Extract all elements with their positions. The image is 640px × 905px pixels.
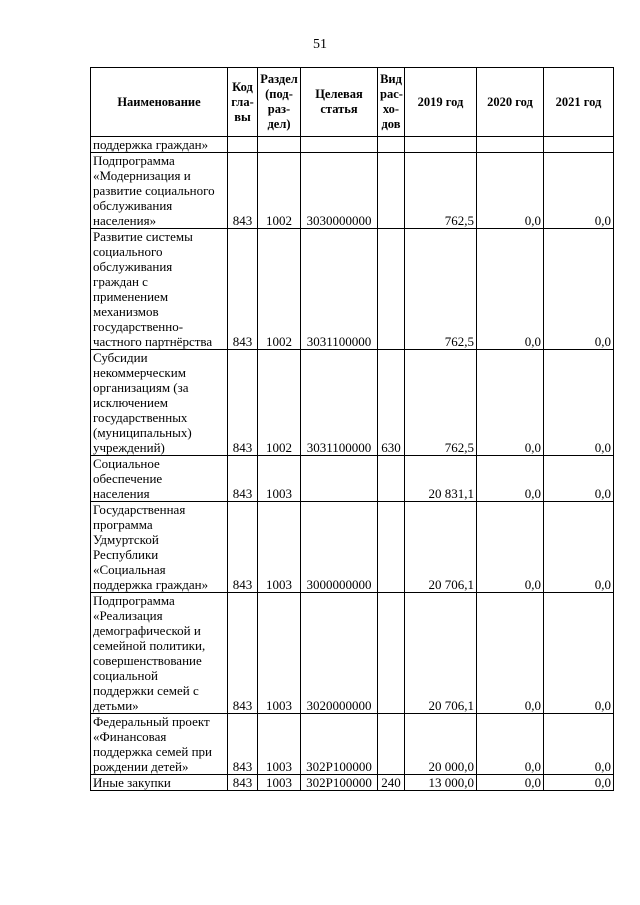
cell-2021: 0,0: [544, 153, 614, 229]
cell-name: Государственная программа Удмуртской Республики «Социальная поддержка граждан»: [91, 502, 228, 593]
cell-2020: 0,0: [477, 502, 544, 593]
table-row: [91, 456, 614, 502]
cell-name: поддержка граждан»: [91, 137, 228, 153]
cell-2021: 0,0: [544, 456, 614, 502]
cell-name: Иные закупки: [91, 775, 228, 791]
cell-name: Федеральный проект «Финансовая поддержка семей при рождении детей»: [91, 714, 228, 775]
header-2021: 2021 год: [544, 68, 614, 137]
cell-2019: 762,5: [405, 153, 477, 229]
cell-code: 843: [228, 153, 258, 229]
table-header-row: [91, 68, 614, 137]
cell-name: Подпрограмма «Модернизация и развитие социального обслуживания населения»: [91, 153, 228, 229]
cell-expense-type: [378, 137, 405, 153]
cell-name: Подпрограмма «Реализация демографической и семейной политики, совершенствование социальной поддержки семей с детьми»: [91, 593, 228, 714]
cell-2019: 762,5: [405, 350, 477, 456]
cell-2019: 20 706,1: [405, 502, 477, 593]
cell-2021: 0,0: [544, 502, 614, 593]
cell-2019: 762,5: [405, 229, 477, 350]
cell-expense-type: [378, 153, 405, 229]
cell-2021: 0,0: [544, 714, 614, 775]
cell-code: 843: [228, 714, 258, 775]
cell-2020: 0,0: [477, 593, 544, 714]
cell-code: 843: [228, 229, 258, 350]
header-2020: 2020 год: [477, 68, 544, 137]
cell-2020: 0,0: [477, 153, 544, 229]
header-expense-type: Вид рас- хо- дов: [378, 68, 405, 137]
page-number: 51: [313, 37, 327, 52]
cell-code: 843: [228, 350, 258, 456]
cell-2020: 0,0: [477, 714, 544, 775]
cell-section: 1003: [258, 593, 301, 714]
cell-target: 3000000000: [301, 502, 378, 593]
table-row: [91, 229, 614, 350]
cell-expense-type: [378, 456, 405, 502]
cell-name: Социальное обеспечение населения: [91, 456, 228, 502]
header-code: Код гла- вы: [228, 68, 258, 137]
header-section: Раздел (под- раз- дел): [258, 68, 301, 137]
header-target: Целевая статья: [301, 68, 378, 137]
cell-target: 302P100000: [301, 714, 378, 775]
cell-code: [228, 137, 258, 153]
cell-target: 302P100000: [301, 775, 378, 791]
cell-2021: 0,0: [544, 350, 614, 456]
cell-target: 3031100000: [301, 350, 378, 456]
cell-section: 1002: [258, 153, 301, 229]
cell-2020: 0,0: [477, 229, 544, 350]
cell-2019: [405, 137, 477, 153]
cell-2020: 0,0: [477, 456, 544, 502]
cell-2021: 0,0: [544, 775, 614, 791]
cell-expense-type: [378, 714, 405, 775]
header-name: Наименование: [91, 68, 228, 137]
cell-2019: 20 000,0: [405, 714, 477, 775]
cell-2021: [544, 137, 614, 153]
cell-code: 843: [228, 456, 258, 502]
table-row: [91, 153, 614, 229]
table-row: [91, 502, 614, 593]
table-row: [91, 714, 614, 775]
cell-2020: [477, 137, 544, 153]
cell-2021: 0,0: [544, 593, 614, 714]
cell-2019: 13 000,0: [405, 775, 477, 791]
cell-2021: 0,0: [544, 229, 614, 350]
table-row: [91, 775, 614, 791]
header-2019: 2019 год: [405, 68, 477, 137]
cell-code: 843: [228, 502, 258, 593]
cell-section: 1003: [258, 775, 301, 791]
cell-2019: 20 831,1: [405, 456, 477, 502]
cell-2019: 20 706,1: [405, 593, 477, 714]
cell-section: 1003: [258, 456, 301, 502]
cell-target: 3031100000: [301, 229, 378, 350]
cell-expense-type: [378, 502, 405, 593]
cell-target: 3020000000: [301, 593, 378, 714]
table-row: [91, 593, 614, 714]
cell-code: 843: [228, 593, 258, 714]
cell-expense-type: [378, 229, 405, 350]
cell-2020: 0,0: [477, 775, 544, 791]
cell-code: 843: [228, 775, 258, 791]
cell-expense-type: 240: [378, 775, 405, 791]
cell-section: 1003: [258, 714, 301, 775]
cell-section: 1002: [258, 229, 301, 350]
table-row: [91, 137, 614, 153]
cell-target: [301, 137, 378, 153]
cell-target: 3030000000: [301, 153, 378, 229]
budget-table: [90, 67, 614, 791]
cell-expense-type: 630: [378, 350, 405, 456]
cell-2020: 0,0: [477, 350, 544, 456]
cell-name: Субсидии некоммерческим организациям (за исключением государственных (муниципальных) учреждений): [91, 350, 228, 456]
cell-name: Развитие системы социального обслуживания граждан с применением механизмов государственно- частного партнёрства: [91, 229, 228, 350]
cell-section: [258, 137, 301, 153]
cell-target: [301, 456, 378, 502]
cell-expense-type: [378, 593, 405, 714]
cell-section: 1002: [258, 350, 301, 456]
cell-section: 1003: [258, 502, 301, 593]
table-row: [91, 350, 614, 456]
